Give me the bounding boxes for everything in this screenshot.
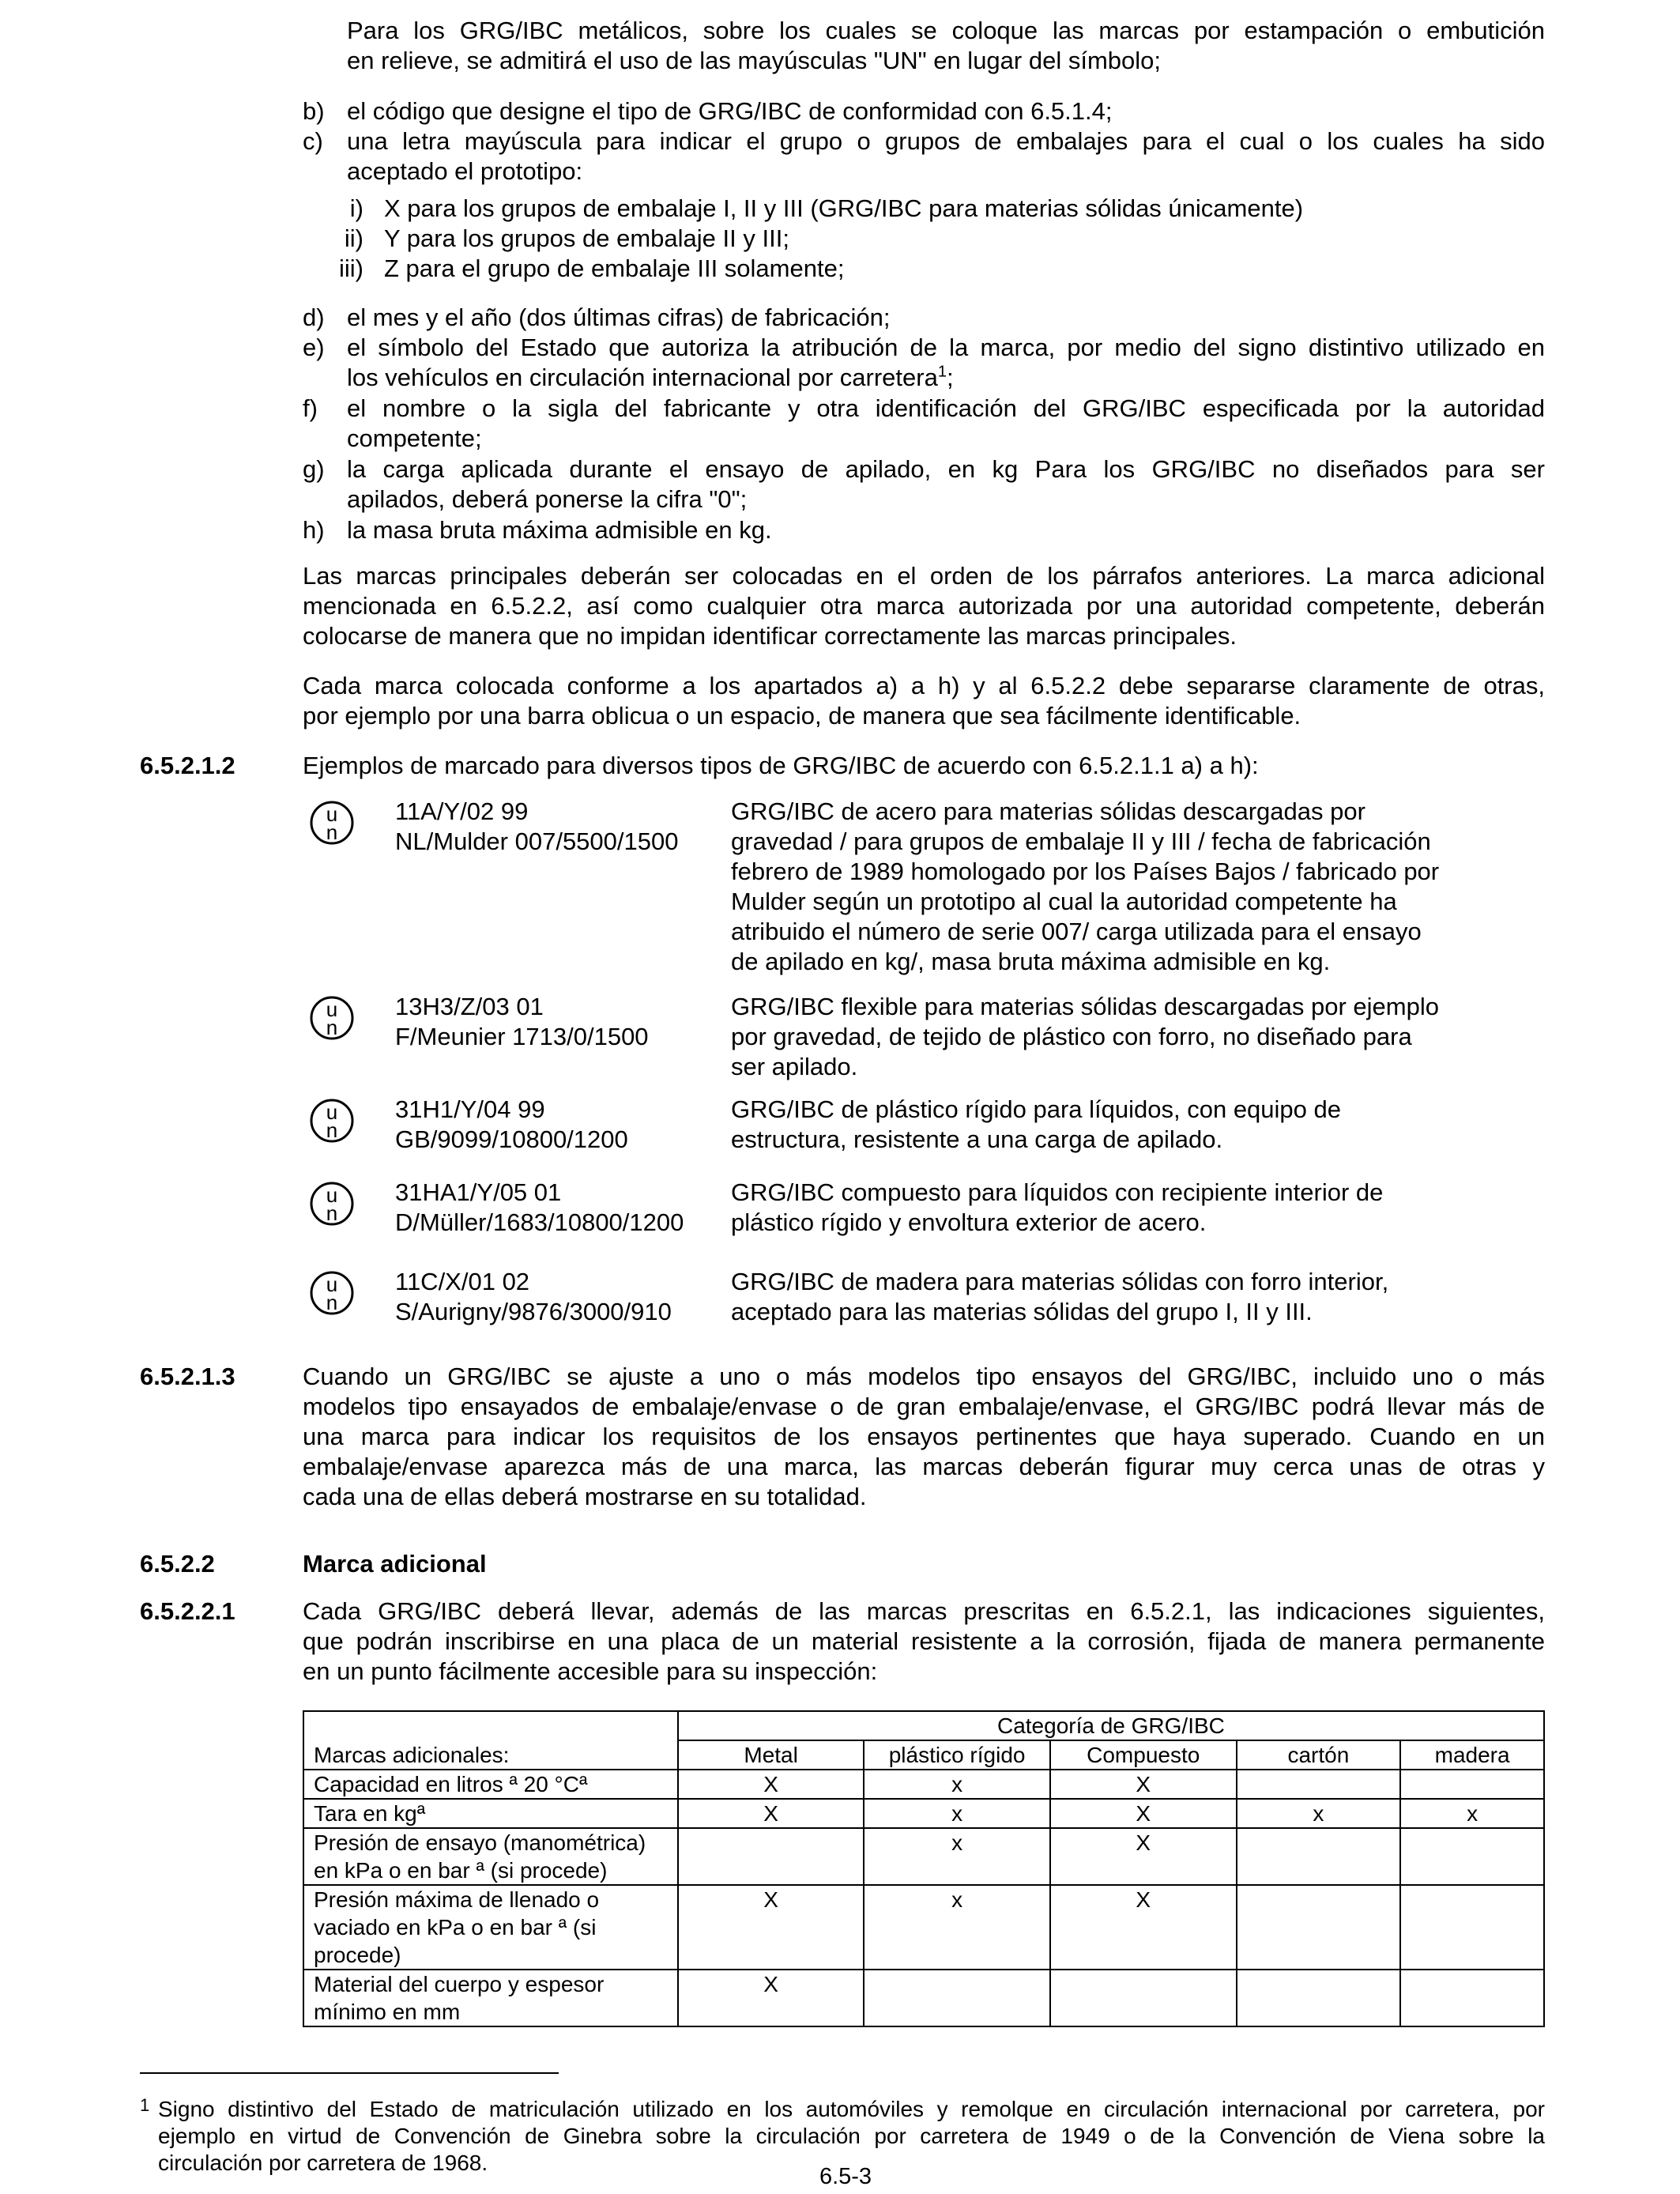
table-row-label (303, 1828, 678, 1885)
intro-line: Para los GRG/IBC metálicos, sobre los cuales se coloque las marcas por estampación o embutición (347, 17, 1545, 44)
mark-description-line: GRG/IBC flexible para materias sólidas descargadas por ejemplo (731, 993, 1439, 1020)
paragraph-line: Cada GRG/IBC deberá llevar, además de las marcas prescritas en 6.5.2.1, las indicaciones siguientes, (303, 1597, 1545, 1625)
svg-text:u: u (326, 1100, 338, 1124)
table-row-label-line: Material del cuerpo y espesor (314, 1972, 605, 1996)
item-label: e) (303, 334, 325, 361)
table-cell: x (1237, 1799, 1401, 1828)
mark-code-line: GB/9099/10800/1200 (395, 1125, 628, 1153)
table-row-label-line: Presión máxima de llenado o (314, 1887, 600, 1912)
table-row (303, 1970, 1544, 2026)
table-cell: X (1050, 1885, 1237, 1970)
item-punct: ; (946, 364, 954, 391)
mark-description (731, 797, 1521, 977)
table-cell: x (864, 1828, 1050, 1885)
item-text: el símbolo del Estado que autoriza la atribución de la marca, por medio del signo distintivo utilizado en (347, 334, 1545, 361)
table-row-label-line: mínimo en mm (314, 2000, 461, 2024)
item-text: la masa bruta máxima admisible en kg. (347, 516, 772, 544)
mark-description-line: aceptado para las materias sólidas del grupo I, II y III. (731, 1298, 1313, 1325)
paragraph-line: modelos tipo ensayados de embalaje/envase o de gran embalaje/envase, el GRG/IBC podrá llevar más de (303, 1393, 1545, 1420)
item-f (347, 394, 1545, 454)
svg-text:n: n (326, 1118, 338, 1142)
table-column-header: Compuesto (1050, 1740, 1237, 1770)
subitem-label: ii) (344, 224, 363, 252)
table-row-header: Marcas adicionales: (303, 1711, 678, 1770)
item-text: el nombre o la sigla del fabricante y otra identificación del GRG/IBC especificada por la autoridad (347, 394, 1545, 422)
mark-description-line: por gravedad, de tejido de plástico con forro, no diseñado para (731, 1023, 1412, 1050)
section-number: 6.5.2.1.3 (140, 1363, 235, 1390)
table-cell (1237, 1828, 1401, 1885)
section-title: Marca adicional (303, 1550, 487, 1578)
item-e (347, 333, 1545, 393)
footnote-line: Signo distintivo del Estado de matriculación utilizado en los automóviles y remolque en circulación internacional por carretera, por (158, 2097, 1545, 2121)
table-header-row (303, 1711, 1544, 1740)
item-label: g) (303, 455, 325, 483)
mark-code-line: 11C/X/01 02 (395, 1268, 530, 1295)
additional-marks-table (303, 1710, 1545, 2027)
item-c (347, 126, 1545, 187)
table-row-label-line: vaciado en kPa o en bar ª (si (314, 1915, 597, 1940)
paragraph-line: por ejemplo por una barra oblicua o un espacio, de manera que sea fácilmente identificable. (303, 702, 1301, 729)
un-packaging-symbol-icon (309, 1270, 355, 1316)
table-cell (864, 1970, 1050, 2026)
item-text: apilados, deberá ponerse la cifra "0"; (347, 485, 748, 513)
svg-text:n: n (326, 1016, 338, 1039)
mark-description-line: plástico rígido y envoltura exterior de acero. (731, 1208, 1207, 1236)
page-number: 6.5-3 (819, 2164, 872, 2189)
paragraph-line: que podrán inscribirse en una placa de un material resistente a la corrosión, fijada de manera permanente (303, 1627, 1545, 1655)
intro-line: en relieve, se admitirá el uso de las mayúsculas "UN" en lugar del símbolo; (347, 47, 1161, 74)
mark-description-line: estructura, resistente a una carga de apilado. (731, 1125, 1223, 1153)
mark-code (395, 797, 678, 857)
table-row (303, 1885, 1544, 1970)
table-row-label-line: Presión de ensayo (manométrica) (314, 1830, 646, 1855)
un-packaging-symbol-icon (309, 995, 355, 1041)
paragraph-order (303, 561, 1545, 651)
subitem-text: Z para el grupo de embalaje III solamente; (384, 254, 845, 282)
paragraph-separate (303, 671, 1545, 731)
table-cell (1400, 1828, 1544, 1885)
mark-code-line: 13H3/Z/03 01 (395, 993, 544, 1020)
table-row-label (303, 1799, 678, 1828)
subitem-label: iii) (339, 254, 363, 282)
mark-description-line: febrero de 1989 homologado por los Países Bajos / fabricado por (731, 858, 1440, 885)
mark-code (395, 1178, 684, 1238)
svg-text:n: n (326, 1201, 338, 1225)
table-column-header: madera (1400, 1740, 1544, 1770)
footnote-line: ejemplo en virtud de Convención de Ginebra sobre la circulación por carretera de 1949 o de la Convención de Viena sobre la (158, 2124, 1545, 2148)
subitem-label: i) (349, 194, 363, 222)
paragraph-line: colocarse de manera que no impidan identificar correctamente las marcas principales. (303, 622, 1237, 650)
item-label: b) (303, 97, 325, 125)
mark-description (731, 1267, 1521, 1327)
paragraph-line: una marca para indicar los requisitos de los ensayos pertinentes que haya superado. Cuando en un (303, 1423, 1545, 1450)
item-text: la carga aplicada durante el ensayo de apilado, en kg Para los GRG/IBC no diseñados para ser (347, 455, 1545, 483)
svg-text:u: u (326, 1183, 338, 1207)
table-column-header: cartón (1237, 1740, 1401, 1770)
section-text: Ejemplos de marcado para diversos tipos de GRG/IBC de acuerdo con 6.5.2.1.1 a) a h): (303, 752, 1259, 779)
svg-text:n: n (326, 1291, 338, 1314)
table-cell: X (1050, 1828, 1237, 1885)
mark-description-line: atribuido el número de serie 007/ carga utilizada para el ensayo (731, 918, 1422, 945)
mark-description-line: GRG/IBC de acero para materias sólidas descargadas por (731, 797, 1365, 825)
mark-code-line: D/Müller/1683/10800/1200 (395, 1208, 684, 1236)
mark-code (395, 992, 649, 1052)
table-row (303, 1799, 1544, 1828)
svg-text:u: u (326, 997, 338, 1021)
mark-code-line: S/Aurigny/9876/3000/910 (395, 1298, 672, 1325)
mark-description-line: GRG/IBC compuesto para líquidos con recipiente interior de (731, 1178, 1384, 1206)
mark-description-line: de apilado en kg/, masa bruta máxima admisible en kg. (731, 948, 1331, 975)
table-row (303, 1770, 1544, 1799)
mark-description-line: GRG/IBC de madera para materias sólidas con forro interior, (731, 1268, 1389, 1295)
table-cell (1050, 1970, 1237, 2026)
table-row-label-line: en kPa o en bar ª (si procede) (314, 1858, 608, 1883)
paragraph-line: en un punto fácilmente accesible para su inspección: (303, 1657, 878, 1685)
item-text: los vehículos en circulación internacional por carretera (347, 364, 938, 391)
subitem-text: Y para los grupos de embalaje II y III; (384, 224, 789, 252)
footnote-rule (140, 2072, 559, 2074)
table-cell: x (864, 1770, 1050, 1799)
item-text: una letra mayúscula para indicar el grupo o grupos de embalajes para el cual o los cuales ha sido (347, 127, 1545, 155)
item-g (347, 454, 1545, 515)
item-label: d) (303, 303, 325, 331)
table-row-label (303, 1770, 678, 1799)
table-cell (1237, 1885, 1401, 1970)
svg-text:n: n (326, 820, 338, 844)
footnote-line: circulación por carretera de 1968. (158, 2151, 488, 2175)
table-cell (1400, 1885, 1544, 1970)
item-b (347, 96, 1545, 126)
mark-code-line: 31H1/Y/04 99 (395, 1095, 545, 1123)
mark-description-line: GRG/IBC de plástico rígido para líquidos, con equipo de (731, 1095, 1342, 1123)
svg-text:u: u (326, 802, 338, 826)
section-6-5-2-2-1-text (303, 1596, 1545, 1687)
table-cell: X (678, 1799, 864, 1828)
paragraph-line: Cada marca colocada conforme a los apartados a) a h) y al 6.5.2.2 debe separarse claramente de otras, (303, 672, 1545, 699)
paragraph-line: Cuando un GRG/IBC se ajuste a uno o más modelos tipo ensayos del GRG/IBC, incluido uno o más (303, 1363, 1545, 1390)
un-packaging-symbol-icon (309, 1098, 355, 1144)
table-row-label (303, 1885, 678, 1970)
mark-description (731, 1095, 1521, 1155)
intro-paragraph (347, 16, 1545, 76)
un-packaging-symbol-icon (309, 1181, 355, 1227)
table-category-header: Categoría de GRG/IBC (678, 1711, 1544, 1740)
item-text: competente; (347, 424, 482, 452)
mark-code-line: 31HA1/Y/05 01 (395, 1178, 562, 1206)
un-packaging-symbol-icon (309, 800, 355, 846)
mark-description (731, 1178, 1521, 1238)
mark-code-line: 11A/Y/02 99 (395, 797, 529, 825)
table-cell (1237, 1770, 1401, 1799)
mark-description-line: gravedad / para grupos de embalaje II y III / fecha de fabricación (731, 827, 1431, 855)
table-cell (678, 1828, 864, 1885)
paragraph-line: mencionada en 6.5.2.2, así como cualquier otra marca autorizada por una autoridad competente, deberán (303, 592, 1545, 620)
table-cell: X (678, 1970, 864, 2026)
table-cell (1237, 1970, 1401, 2026)
footnote-number: 1 (140, 2095, 150, 2115)
mark-code-line: NL/Mulder 007/5500/1500 (395, 827, 679, 855)
table-column-header: plástico rígido (864, 1740, 1050, 1770)
section-6-5-2-1-3-text (303, 1362, 1545, 1512)
item-text: aceptado el prototipo: (347, 157, 583, 185)
item-label: c) (303, 127, 323, 155)
mark-code (395, 1267, 672, 1327)
item-text: el mes y el año (dos últimas cifras) de fabricación; (347, 303, 891, 331)
table-cell: x (864, 1885, 1050, 1970)
item-text: el código que designe el tipo de GRG/IBC de conformidad con 6.5.1.4; (347, 97, 1113, 125)
item-label: h) (303, 516, 325, 544)
mark-code (395, 1095, 628, 1155)
mark-description-line: Mulder según un prototipo al cual la autoridad competente ha (731, 888, 1397, 915)
table-row-label-line: Capacidad en litros ª 20 °Cª (314, 1772, 588, 1796)
paragraph-line: cada una de ellas deberá mostrarse en su totalidad. (303, 1483, 867, 1510)
table-cell (1400, 1970, 1544, 2026)
table-cell (1400, 1770, 1544, 1799)
table-cell: x (864, 1799, 1050, 1828)
section-number: 6.5.2.1.2 (140, 752, 235, 779)
paragraph-line: embalaje/envase aparezca más de una marca, las marcas deberán figurar muy cerca unas de otras y (303, 1453, 1545, 1480)
table-cell: x (1400, 1799, 1544, 1828)
footnote-ref: 1 (937, 363, 947, 381)
table-row (303, 1828, 1544, 1885)
table-row-label-line: Tara en kgª (314, 1801, 426, 1826)
paragraph-line: Las marcas principales deberán ser colocadas en el orden de los párrafos anteriores. La marca adicional (303, 562, 1545, 590)
item-label: f) (303, 394, 318, 422)
table-cell: X (1050, 1799, 1237, 1828)
table-row-label-line: procede) (314, 1943, 401, 1967)
table-column-header: Metal (678, 1740, 864, 1770)
subitem-text: X para los grupos de embalaje I, II y III (GRG/IBC para materias sólidas únicamente) (384, 194, 1304, 222)
svg-text:u: u (326, 1272, 338, 1296)
mark-code-line: F/Meunier 1713/0/1500 (395, 1023, 649, 1050)
mark-description (731, 992, 1521, 1082)
table-cell: X (1050, 1770, 1237, 1799)
table-cell: X (678, 1885, 864, 1970)
table-cell: X (678, 1770, 864, 1799)
section-number: 6.5.2.2.1 (140, 1597, 235, 1625)
table-row-label (303, 1970, 678, 2026)
mark-description-line: ser apilado. (731, 1053, 858, 1080)
section-number: 6.5.2.2 (140, 1550, 215, 1578)
